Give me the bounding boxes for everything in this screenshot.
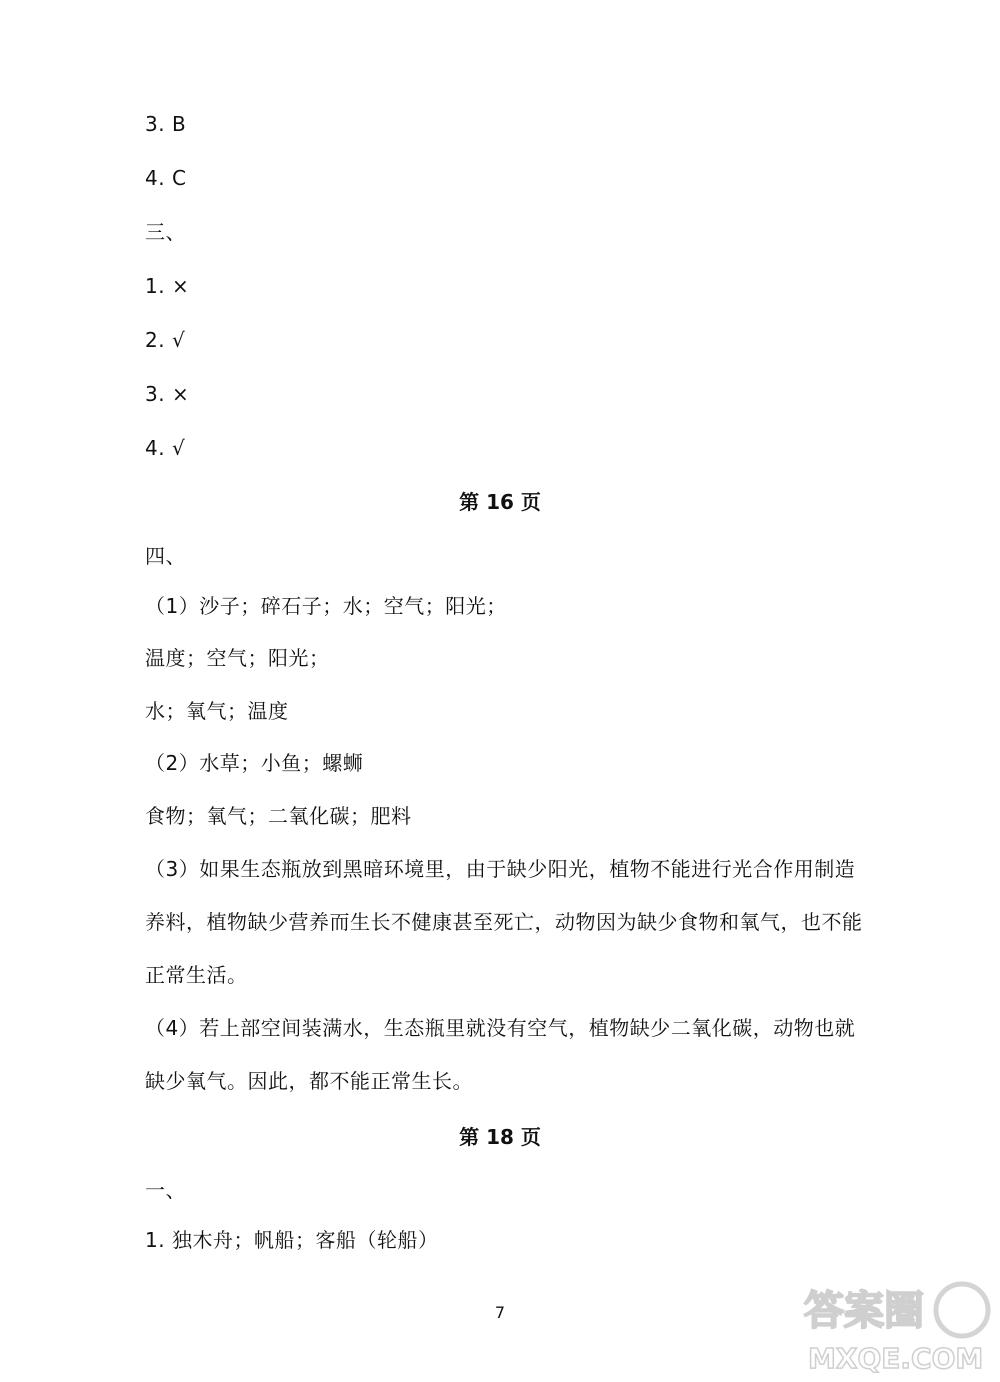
answer-line: 2. √	[145, 328, 186, 352]
answer-line: 3. B	[145, 112, 187, 136]
answer-line: 温度；空气；阳光；	[145, 646, 330, 670]
answer-line: 缺少氧气。因此，都不能正常生长。	[145, 1069, 473, 1093]
page-number: 7	[494, 1303, 506, 1322]
section-label: 四、	[145, 544, 186, 568]
answer-line: 3. ×	[145, 382, 190, 406]
watermark-site-text: MXQE.COM	[808, 1342, 984, 1375]
watermark-logo-text: 答案圈	[804, 1288, 924, 1334]
answer-line: （2）水草；小鱼；螺蛳	[145, 751, 364, 775]
page-heading-16: 第 16 页	[459, 490, 541, 514]
answer-line: （3）如果生态瓶放到黑暗环境里，由于缺少阳光，植物不能进行光合作用制造	[145, 857, 856, 881]
watermark-circle-icon	[936, 1284, 988, 1336]
answer-line: （4）若上部空间装满水，生态瓶里就没有空气，植物缺少二氧化碳，动物也就	[145, 1016, 856, 1040]
answer-line: 1. ×	[145, 274, 190, 298]
answer-line: 4. √	[145, 436, 186, 460]
section-label: 一、	[145, 1178, 186, 1202]
section-label: 三、	[145, 220, 186, 244]
answer-line: （1）沙子；碎石子；水；空气；阳光；	[145, 594, 507, 618]
answer-line: 水；氧气；温度	[145, 699, 289, 723]
answer-line: 正常生活。	[145, 963, 248, 987]
page-heading-18: 第 18 页	[459, 1125, 541, 1149]
answer-line: 1. 独木舟；帆船；客船（轮船）	[145, 1228, 439, 1252]
answer-line: 4. C	[145, 166, 187, 190]
watermark-logo	[784, 1280, 994, 1376]
answer-line: 养料，植物缺少营养而生长不健康甚至死亡，动物因为缺少食物和氧气，也不能	[145, 910, 863, 934]
answer-line: 食物；氧气；二氧化碳；肥料	[145, 804, 412, 828]
